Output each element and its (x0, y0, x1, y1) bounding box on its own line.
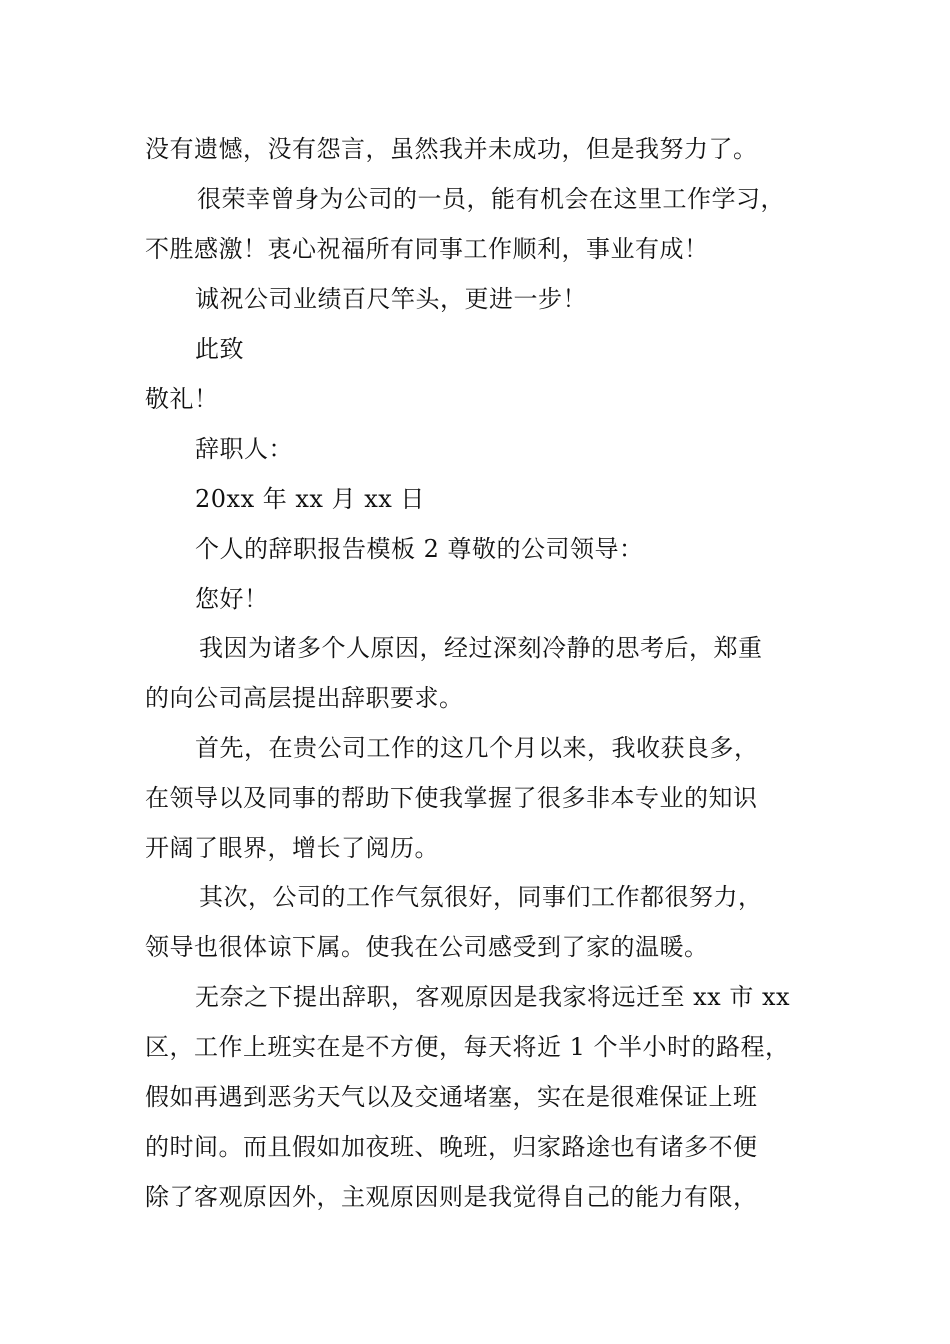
text-line: 此致 (195, 335, 244, 363)
text-line: 除了客观原因外，主观原因则是我觉得自己的能力有限， (145, 1183, 758, 1211)
text-line: 无奈之下提出辞职，客观原因是我家将远迁至 xx 市 xx (195, 983, 791, 1011)
text-line: 很荣幸曾身为公司的一员，能有机会在这里工作学习， (197, 185, 785, 213)
text-line: 诚祝公司业绩百尺竿头，更进一步！ (195, 285, 587, 313)
text-line: 辞职人： (195, 435, 293, 463)
text-line: 不胜感激！衷心祝福所有同事工作顺利，事业有成！ (145, 235, 709, 263)
text-line: 的时间。而且假如加夜班、晚班，归家路途也有诸多不便 (145, 1133, 758, 1161)
text-line: 区，工作上班实在是不方便，每天将近 1 个半小时的路程， (145, 1033, 790, 1061)
text-line: 没有遗憾，没有怨言，虽然我并未成功，但是我努力了。 (145, 135, 758, 163)
text-line: 假如再遇到恶劣天气以及交通堵塞，实在是很难保证上班 (145, 1083, 758, 1111)
text-line: 在领导以及同事的帮助下使我掌握了很多非本专业的知识 (145, 784, 758, 812)
text-line: 的向公司高层提出辞职要求。 (145, 684, 464, 712)
text-line: 首先，在贵公司工作的这几个月以来，我收获良多， (195, 734, 759, 762)
text-line: 您好！ (195, 585, 269, 613)
text-line: 敬礼！ (145, 385, 219, 413)
text-line: 领导也很体谅下属。使我在公司感受到了家的温暖。 (145, 933, 709, 961)
text-line: 个人的辞职报告模板 2 尊敬的公司领导： (195, 535, 644, 563)
date-line: 20xx 年 xx 月 xx 日 (195, 485, 425, 513)
text-line: 其次，公司的工作气氛很好，同事们工作都很努力， (199, 883, 763, 911)
text-line: 开阔了眼界，增长了阅历。 (145, 834, 439, 862)
text-line: 我因为诸多个人原因，经过深刻冷静的思考后，郑重 (199, 634, 763, 662)
